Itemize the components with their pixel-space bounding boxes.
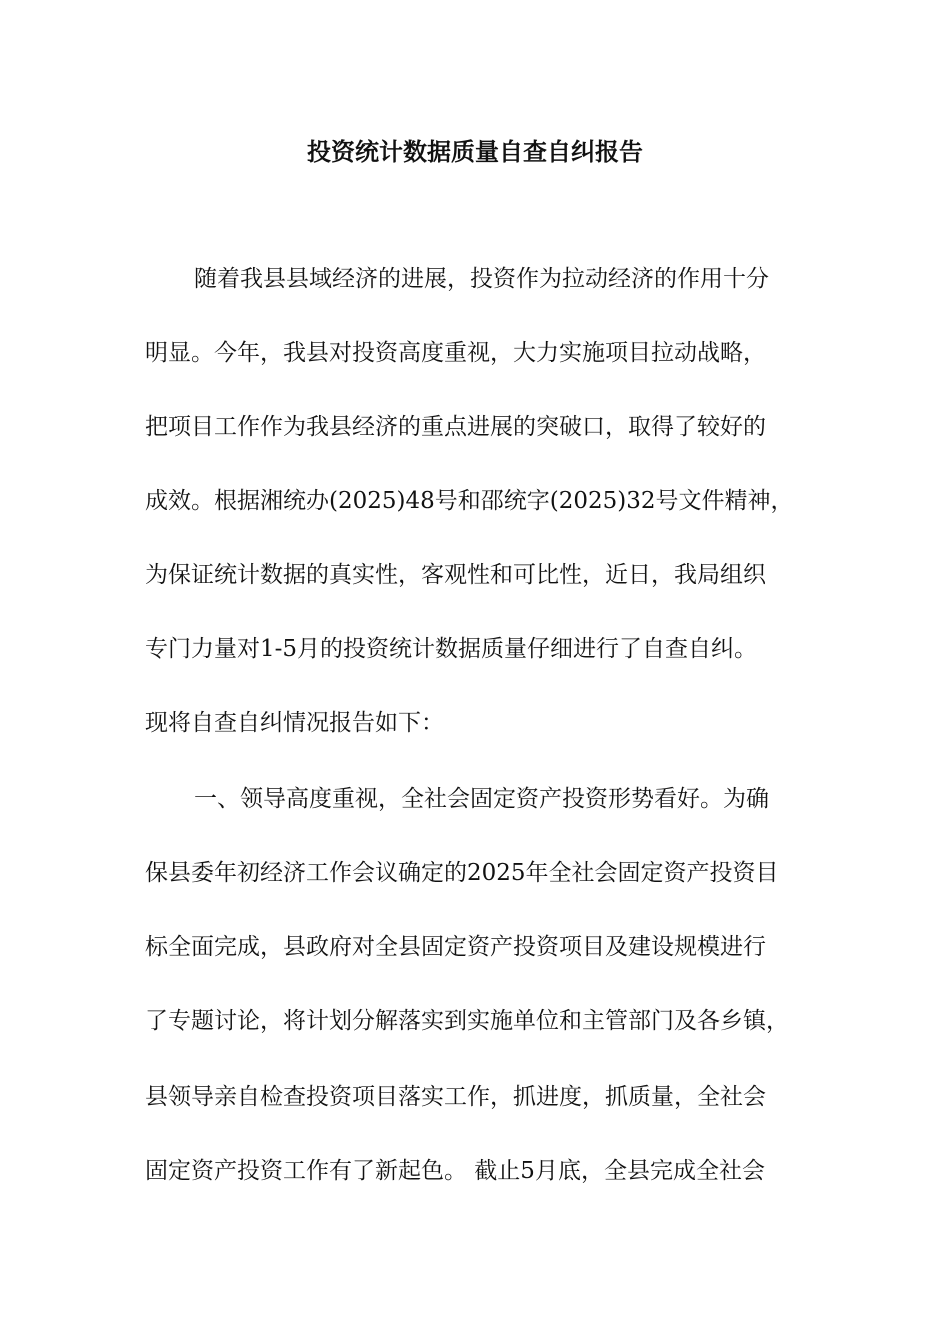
paragraph-line: 专门力量对1-5月的投资统计数据质量仔细进行了自查自纠。: [145, 636, 758, 662]
paragraph-line: 了专题讨论，将计划分解落实到实施单位和主管部门及各乡镇，: [145, 1008, 789, 1034]
paragraph-line: 把项目工作作为我县经济的重点进展的突破口，取得了较好的: [145, 414, 766, 440]
paragraph-line: 现将自查自纠情况报告如下：: [145, 710, 444, 736]
paragraph-line: 随着我县县域经济的进展，投资作为拉动经济的作用十分: [194, 266, 769, 292]
paragraph-line: 保县委年初经济工作会议确定的2025年全社会固定资产投资目: [145, 860, 779, 886]
paragraph-line: 一、领导高度重视，全社会固定资产投资形势看好。为确: [194, 786, 769, 812]
paragraph-line: 成效。根据湘统办(2025)48号和邵统字(2025)32号文件精神，: [145, 488, 794, 514]
paragraph-line: 为保证统计数据的真实性，客观性和可比性，近日，我局组织: [145, 562, 766, 588]
paragraph-line: 标全面完成，县政府对全县固定资产投资项目及建设规模进行: [145, 934, 766, 960]
paragraph-line: 县领导亲自检查投资项目落实工作，抓进度，抓质量，全社会: [145, 1084, 766, 1110]
paragraph-line: 固定资产投资工作有了新起色。 截止5月底，全县完成全社会: [145, 1158, 765, 1184]
paragraph-line: 明显。今年，我县对投资高度重视，大力实施项目拉动战略，: [145, 340, 766, 366]
document-title: 投资统计数据质量自查自纠报告: [307, 137, 643, 166]
